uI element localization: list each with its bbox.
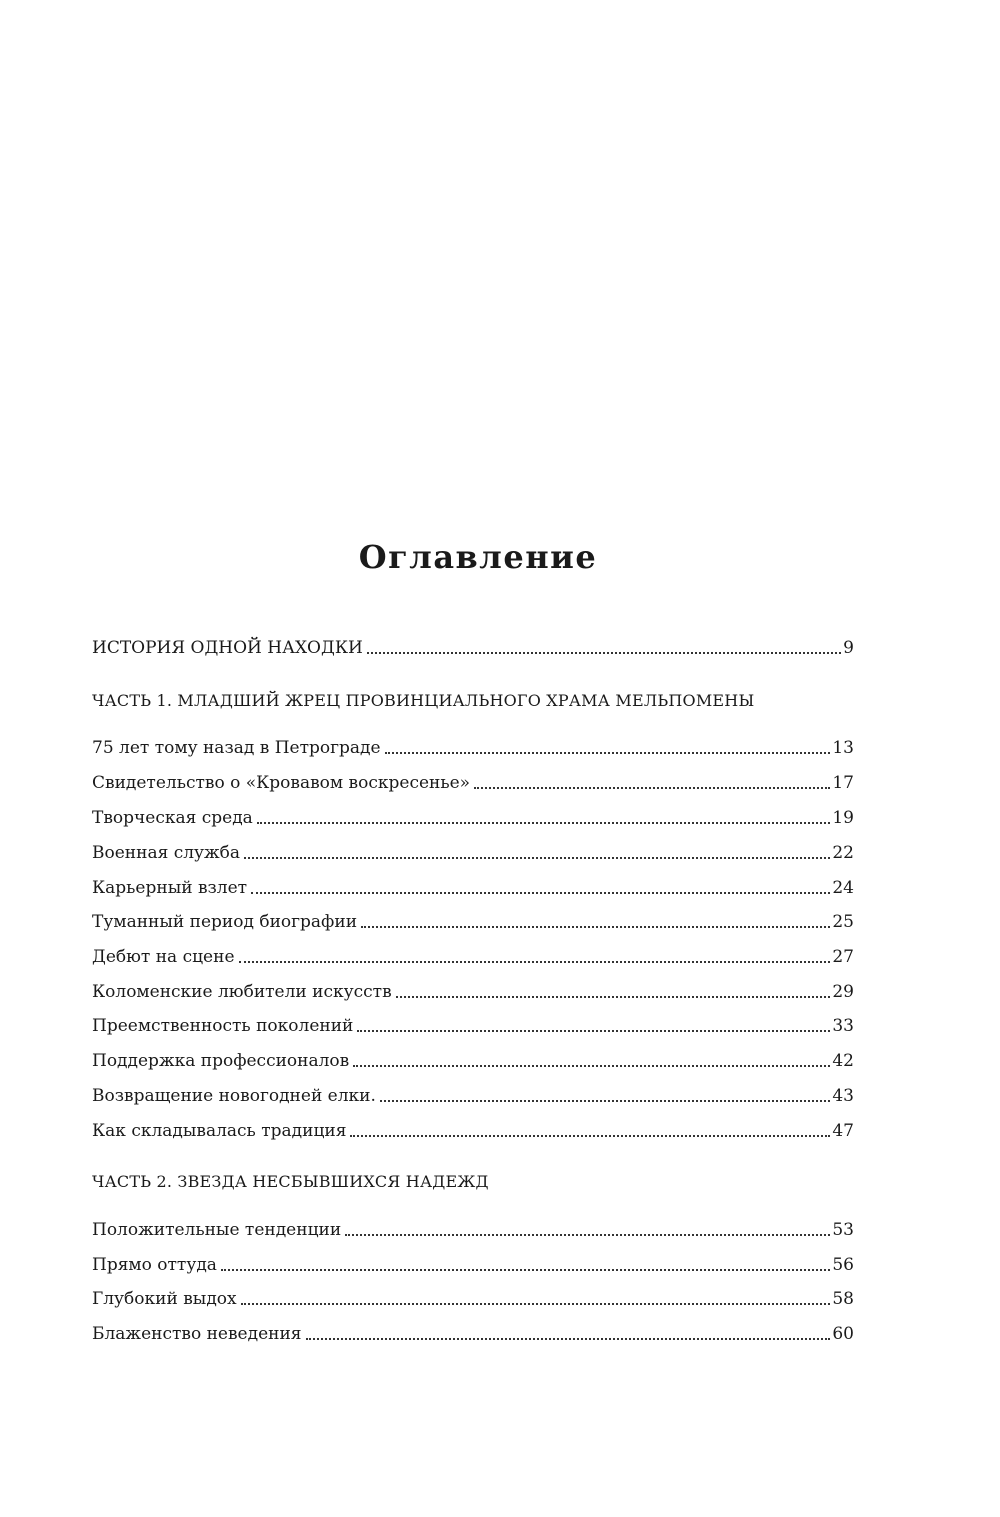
table-of-contents — [92, 0, 854, 1517]
dot-leader — [239, 961, 831, 963]
toc-entry-label: Коломенские любители искусств — [92, 982, 392, 1002]
toc-entry[interactable] — [92, 876, 854, 900]
toc-entry-page: 58 — [832, 1289, 854, 1309]
toc-entry[interactable] — [92, 1253, 854, 1277]
toc-entry[interactable] — [92, 1322, 854, 1346]
dot-leader — [357, 1030, 830, 1032]
toc-entry[interactable] — [92, 1014, 854, 1038]
toc-entry-label: Прямо оттуда — [92, 1255, 217, 1275]
toc-entry-page: 42 — [832, 1051, 854, 1071]
toc-entry[interactable] — [92, 910, 854, 934]
toc-entry-page: 22 — [832, 843, 854, 863]
dot-leader — [367, 652, 841, 654]
dot-leader — [251, 892, 830, 894]
toc-entry[interactable] — [92, 1287, 854, 1311]
dot-leader — [306, 1338, 831, 1340]
toc-entry-page: 29 — [832, 982, 854, 1002]
toc-entry-intro[interactable] — [92, 636, 854, 660]
toc-entry[interactable] — [92, 771, 854, 795]
dot-leader — [241, 1303, 831, 1305]
dot-leader — [353, 1065, 830, 1067]
toc-entry-page: 13 — [832, 738, 854, 758]
toc-entry-label: Положительные тенденции — [92, 1220, 342, 1240]
toc-entry[interactable] — [92, 945, 854, 969]
toc-entry-page: 25 — [832, 912, 854, 932]
part-1-heading: ЧАСТЬ 1. МЛАДШИЙ ЖРЕЦ ПРОВИНЦИАЛЬНОГО ХРАМА МЕЛЬПОМЕНЫ — [92, 691, 755, 710]
toc-entry-page: 53 — [832, 1220, 854, 1240]
toc-entry-label: Глубокий выдох — [92, 1289, 237, 1309]
dot-leader — [361, 926, 830, 928]
toc-entry-page: 47 — [832, 1121, 854, 1141]
dot-leader — [396, 996, 831, 998]
toc-entry-page: 56 — [832, 1255, 854, 1275]
toc-entry-page: 17 — [832, 773, 854, 793]
toc-entry[interactable] — [92, 1119, 854, 1143]
toc-entry-page: 9 — [843, 638, 854, 658]
dot-leader — [345, 1234, 830, 1236]
toc-entry-page: 60 — [832, 1324, 854, 1344]
page-title: Оглавление — [358, 538, 598, 577]
toc-entry-label: Карьерный взлет — [92, 878, 248, 898]
toc-entry-page: 33 — [832, 1016, 854, 1036]
toc-entry-page: 19 — [832, 808, 854, 828]
dot-leader — [257, 822, 831, 824]
toc-entry[interactable] — [92, 1049, 854, 1073]
part-2-heading: ЧАСТЬ 2. ЗВЕЗДА НЕСБЫВШИХСЯ НАДЕЖД — [92, 1172, 489, 1191]
toc-entry-page: 43 — [832, 1086, 854, 1106]
toc-entry-page: 24 — [832, 878, 854, 898]
dot-leader — [350, 1135, 830, 1137]
toc-entry-label: Туманный период биографии — [92, 912, 358, 932]
toc-entry-label: Преемственность поколений — [92, 1016, 354, 1036]
dot-leader — [380, 1100, 830, 1102]
toc-entry-label: Дебют на сцене — [92, 947, 235, 967]
dot-leader — [385, 752, 831, 754]
toc-entry-page: 27 — [832, 947, 854, 967]
toc-entry[interactable] — [92, 841, 854, 865]
dot-leader — [474, 787, 830, 789]
toc-entry[interactable] — [92, 980, 854, 1004]
dot-leader — [221, 1269, 830, 1271]
toc-entry[interactable] — [92, 736, 854, 760]
toc-entry-label: Свидетельство о «Кровавом воскресенье» — [92, 773, 471, 793]
toc-entry[interactable] — [92, 1084, 854, 1108]
toc-entry-label: Блаженство неведения — [92, 1324, 302, 1344]
toc-entry-label: Поддержка профессионалов — [92, 1051, 350, 1071]
toc-entry[interactable] — [92, 806, 854, 830]
toc-entry-label: 75 лет тому назад в Петрограде — [92, 738, 381, 758]
toc-entry-label: Возвращение новогодней елки. — [92, 1086, 376, 1106]
toc-entry-label: Военная служба — [92, 843, 241, 863]
dot-leader — [244, 857, 830, 859]
toc-entry[interactable] — [92, 1218, 854, 1242]
toc-entry-label: ИСТОРИЯ ОДНОЙ НАХОДКИ — [92, 638, 363, 658]
toc-entry-label: Творческая среда — [92, 808, 253, 828]
toc-entry-label: Как складывалась традиция — [92, 1121, 347, 1141]
